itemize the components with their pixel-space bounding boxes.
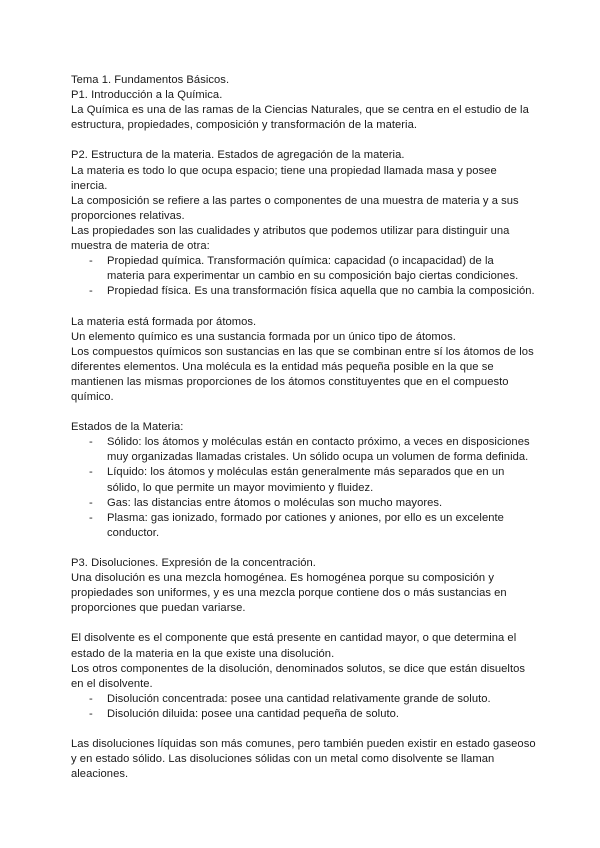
text-line: proporciones relativas. — [71, 209, 185, 222]
text-line: y en estado sólido. Las disoluciones sólidas con un metal como disolvente se llaman — [71, 753, 495, 766]
text-line: La Química es una de las ramas de la Ciencias Naturales, que se centra en el estudio de la — [71, 104, 529, 117]
list-item-text: - Sólido: los átomos y moléculas están en contacto próximo, a veces en disposiciones — [107, 436, 530, 449]
text-line: Una disolución es una mezcla homogénea. Es homogénea porque su composición y — [71, 572, 494, 585]
list-item-text: - Disolución concentrada: posee una cantidad relativamente grande de soluto. — [107, 692, 491, 705]
disoluciones-list — [71, 692, 533, 722]
section-p1-heading: P1. Introducción a la Química. — [71, 89, 223, 102]
text-line: Las disoluciones líquidas son más comunes, pero también pueden existir en estado gaseoso — [71, 738, 536, 751]
text-line: El disolvente es el componente que está presente en cantidad mayor, o que determina el — [71, 632, 517, 645]
estados-heading: Estados de la Materia: — [71, 421, 184, 434]
text-line: muestra de materia de otra: — [71, 240, 210, 253]
p1-paragraph — [71, 103, 533, 133]
list-item — [71, 465, 533, 495]
text-line: La composición se refiere a las partes o componentes de una muestra de materia y a sus — [71, 194, 519, 207]
propiedades-list — [71, 254, 533, 299]
text-line: proporciones que puedan variarse. — [71, 602, 246, 615]
elemento-line: Un elemento químico es una sustancia formada por un único tipo de átomos. — [71, 330, 456, 343]
list-item-text: - Líquido: los átomos y moléculas están generalmente más separados que en un — [107, 466, 505, 479]
text-line: Las propiedades son las cualidades y atributos que podemos utilizar para distinguir una — [71, 224, 510, 237]
composicion-paragraph — [71, 194, 533, 224]
section-p3-heading: P3. Disoluciones. Expresión de la concentración. — [71, 557, 316, 569]
text-line: diferentes elementos. Una molécula es la entidad más pequeña posible en la que se — [71, 360, 494, 373]
text-line: La materia es todo lo que ocupa espacio; tiene una propiedad llamada masa y posee — [71, 164, 497, 177]
text-line: químico. — [71, 390, 114, 403]
list-item-text: conductor. — [107, 526, 160, 539]
list-item-text: - Plasma: gas ionizado, formado por cationes y aniones, por ello es un excelente — [107, 511, 504, 524]
compuestos-paragraph — [71, 345, 533, 405]
list-item-text: materia para experimentar un cambio en su composición bajo ciertas condiciones. — [107, 270, 519, 283]
list-item-text: - Disolución diluida: posee una cantidad pequeña de soluto. — [107, 707, 400, 720]
list-item — [71, 496, 533, 511]
disolucion-intro-paragraph — [71, 571, 533, 616]
list-item-text: - Gas: las distancias entre átomos o moléculas son mucho mayores. — [107, 496, 443, 509]
text-line: Los compuestos químicos son sustancias en las que se combinan entre sí los átomos de los — [71, 345, 534, 358]
document-page — [71, 73, 536, 782]
solutos-paragraph — [71, 662, 533, 692]
document-title: Tema 1. Fundamentos Básicos. — [71, 74, 230, 86]
text-line: Los otros componentes de la disolución, denominados solutos, se dice que están disueltos — [71, 662, 526, 675]
text-line: mantienen las mismas proporciones de los átomos constituyentes que en el compuesto — [71, 375, 509, 388]
list-item — [71, 511, 533, 541]
section-p2-heading: P2. Estructura de la materia. Estados de agregación de la materia. — [71, 149, 405, 162]
list-item — [71, 435, 533, 465]
text-line: estado de la materia en la que existe una disolución. — [71, 647, 335, 660]
list-item — [71, 707, 533, 722]
list-item-text: - Propiedad física. Es una transformación física aquella que no cambia la composición. — [107, 285, 535, 298]
list-item-text: sólido, lo que permite un mayor movimiento y fluidez. — [107, 481, 374, 494]
text-line: en el disolvente. — [71, 677, 153, 690]
list-item-text: muy organizadas llamadas cristales. Un sólido ocupa un volumen de forma definida. — [107, 451, 529, 464]
list-item-text: - Propiedad química. Transformación química: capacidad (o incapacidad) de la — [107, 255, 494, 268]
list-item — [71, 284, 533, 299]
disolvente-paragraph — [71, 631, 533, 661]
materia-paragraph — [71, 164, 533, 194]
estados-list — [71, 435, 533, 541]
propiedades-paragraph — [71, 224, 533, 254]
text-line: inercia. — [71, 179, 108, 192]
text-line: propiedades son uniformes, y es una mezcla porque contiene dos o más sustancias en — [71, 587, 507, 600]
text-line: aleaciones. — [71, 768, 129, 781]
atomos-line: La materia está formada por átomos. — [71, 315, 257, 328]
disoluciones-liquidas-paragraph — [71, 737, 536, 782]
list-item — [71, 254, 533, 284]
text-line: estructura, propiedades, composición y transformación de la materia. — [71, 119, 418, 132]
list-item — [71, 692, 533, 707]
